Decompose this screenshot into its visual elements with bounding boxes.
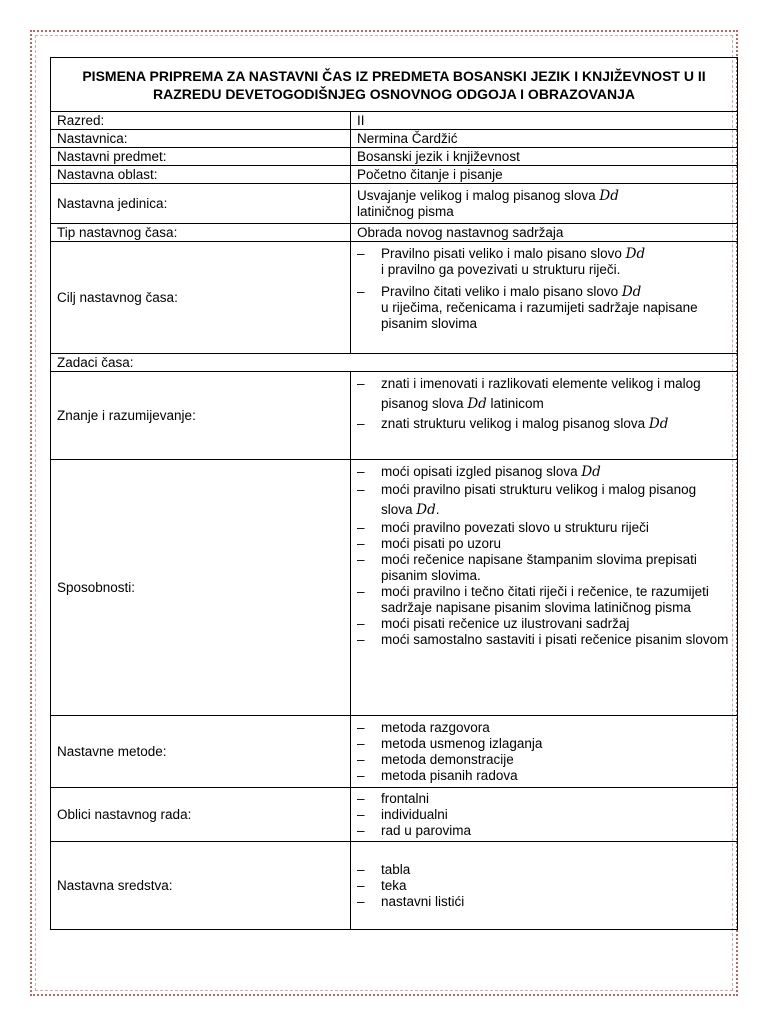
label-oblast: Nastavna oblast: [51, 166, 351, 184]
list-item: – moći rečenice napisane štampanim slovima prepisati pisanim slovima. [357, 552, 731, 584]
row-jedinica [51, 184, 738, 224]
sposobnosti-list [357, 464, 731, 648]
sredstva-list [357, 862, 731, 910]
value-nastavnica: Nermina Čardžić [351, 130, 738, 148]
row-oblast [51, 166, 738, 184]
cilj-list [357, 246, 731, 332]
list-item: – znati strukturu velikog i malog pisanog slova Dd [357, 414, 731, 434]
list-item: – tabla [357, 862, 731, 878]
value-sposobnosti [351, 460, 738, 716]
list-item: – Pravilno pisati veliko i malo pisano slovo Dd i pravilno ga povezivati u strukturu riječi. [357, 246, 731, 278]
row-razred [51, 112, 738, 130]
cursive-letter: Dd [599, 188, 619, 204]
label-razred: Razred: [51, 112, 351, 130]
cursive-letter: Dd [621, 284, 642, 300]
value-jedinica [351, 184, 738, 224]
row-predmet [51, 148, 738, 166]
value-predmet: Bosanski jezik i književnost [351, 148, 738, 166]
metode-list [357, 720, 731, 784]
row-znanje [51, 372, 738, 460]
label-jedinica: Nastavna jedinica: [51, 184, 351, 224]
list-item: – metoda demonstracije [357, 752, 731, 768]
row-sredstva [51, 842, 738, 930]
label-oblici: Oblici nastavnog rada: [51, 788, 351, 842]
list-item: – nastavni listići [357, 894, 731, 910]
label-sredstva: Nastavna sredstva: [51, 842, 351, 930]
title-row [51, 58, 738, 112]
document-title: PISMENA PRIPREMA ZA NASTAVNI ČAS IZ PREDMETA BOSANSKI JEZIK I KNJIŽEVNOST U II RAZREDU DEVETOGODIŠNJEG OSNOVNOG ODGOJA I OBRAZOVANJA [51, 58, 738, 112]
value-sredstva [351, 842, 738, 930]
list-item: – moći pravilno i tečno čitati riječi i rečenice, te razumijeti sadržaje napisane pisanim slovima latiničnog pisma [357, 584, 731, 616]
row-metode [51, 716, 738, 788]
oblici-list [357, 791, 731, 839]
list-item: – individualni [357, 807, 731, 823]
list-item: – metoda pisanih radova [357, 768, 731, 784]
list-item: – metoda usmenog izlaganja [357, 736, 731, 752]
value-tip: Obrada novog nastavnog sadržaja [351, 224, 738, 242]
list-item: – moći opisati izgled pisanog slova Dd [357, 464, 731, 480]
label-zadaci: Zadaci časa: [51, 354, 738, 372]
list-item: – metoda razgovora [357, 720, 731, 736]
row-sposobnosti [51, 460, 738, 716]
label-metode: Nastavne metode: [51, 716, 351, 788]
row-nastavnica [51, 130, 738, 148]
label-sposobnosti: Sposobnosti: [51, 460, 351, 716]
row-tip [51, 224, 738, 242]
value-cilj [351, 242, 738, 354]
label-znanje: Znanje i razumijevanje: [51, 372, 351, 460]
label-tip: Tip nastavnog časa: [51, 224, 351, 242]
value-znanje [351, 372, 738, 460]
row-cilj [51, 242, 738, 354]
list-item: – moći pisati rečenice uz ilustrovani sadržaj [357, 616, 731, 632]
value-metode [351, 716, 738, 788]
value-oblast: Početno čitanje i pisanje [351, 166, 738, 184]
jedinica-text-a: Usvajanje velikog i malog pisanog slova [357, 188, 600, 203]
jedinica-text-b: latiničnog pisma [357, 204, 454, 219]
list-item: – rad u parovima [357, 823, 731, 839]
cursive-letter: Dd [625, 246, 646, 262]
list-item: – frontalni [357, 791, 731, 807]
label-cilj: Cilj nastavnog časa: [51, 242, 351, 354]
row-oblici [51, 788, 738, 842]
label-nastavnica: Nastavnica: [51, 130, 351, 148]
cursive-letter: Dd [648, 416, 669, 432]
row-zadaci [51, 354, 738, 372]
list-item: – moći samostalno sastaviti i pisati rečenice pisanim slovom [357, 632, 731, 648]
list-item: – teka [357, 878, 731, 894]
cursive-letter: Dd [416, 502, 436, 518]
list-item: – znati i imenovati i razlikovati elemente velikog i malog pisanog slova Dd latinicom [357, 374, 731, 414]
cursive-letter: Dd [467, 396, 487, 412]
label-predmet: Nastavni predmet: [51, 148, 351, 166]
lesson-plan-table [50, 57, 738, 930]
list-item: – moći pravilno povezati slovo u strukturu riječi [357, 520, 731, 536]
value-oblici [351, 788, 738, 842]
cursive-letter: Dd [581, 464, 601, 480]
znanje-list [357, 374, 731, 434]
list-item: – moći pisati po uzoru [357, 536, 731, 552]
list-item: – Pravilno čitati veliko i malo pisano slovo Dd u riječima, rečenicama i razumijeti sadržaje napisane pisanim slovima [357, 284, 731, 332]
list-item: – moći pravilno pisati strukturu velikog i malog pisanog slova Dd. [357, 480, 731, 520]
value-razred: II [351, 112, 738, 130]
